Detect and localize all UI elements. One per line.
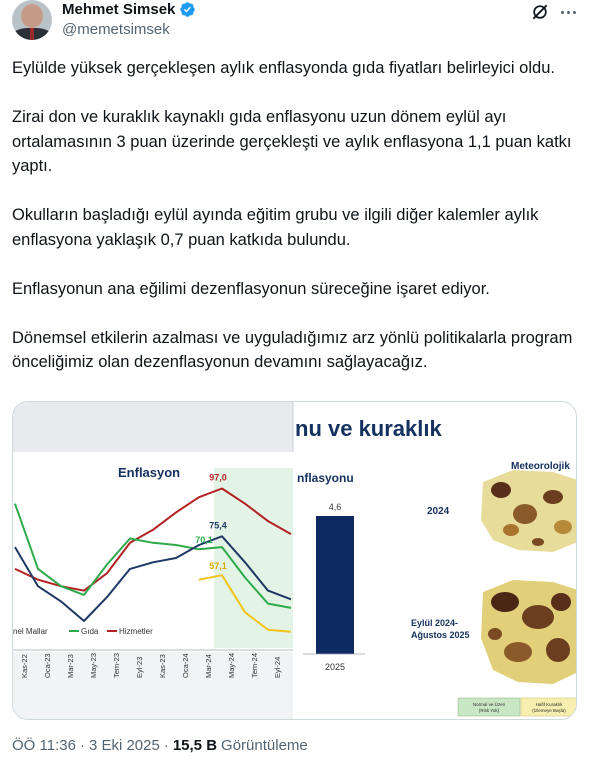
slide-header-panel xyxy=(13,402,293,452)
x-tick-label: Mar-24 xyxy=(204,654,213,678)
avatar[interactable] xyxy=(12,0,52,40)
data-label: 57,1 xyxy=(209,561,227,572)
data-label: 75,4 xyxy=(209,520,227,531)
bar-chart xyxy=(295,460,365,678)
x-tick-label: Eyl-24 xyxy=(273,656,282,678)
map-legend-mild-text: Hafif Kuraklık xyxy=(535,702,563,707)
data-label: 70,1 xyxy=(195,535,213,546)
map-legend-mild-subtext: (İzlemeye Başla) xyxy=(532,708,566,713)
more-options-icon[interactable] xyxy=(556,2,580,22)
tweet-paragraph: Dönemsel etkilerin azalması ve uyguladığımız arz yönlü politikalarla program önceliğimiz olan dezenflasyonun devamını sağlayacağız. xyxy=(12,328,573,371)
author-handle[interactable]: @memetsimsek xyxy=(62,21,170,38)
line-chart xyxy=(13,452,305,678)
meta-separator: · xyxy=(163,737,169,754)
bar xyxy=(316,516,354,654)
tweet-paragraph: Eylülde yüksek gerçekleşen aylık enflasyonda gıda fiyatları belirleyici oldu. xyxy=(12,59,555,77)
tweet-meta xyxy=(12,737,308,754)
data-label: 97,0 xyxy=(209,472,227,483)
forecast-highlight xyxy=(214,468,293,648)
slide-image xyxy=(13,402,577,720)
x-tick-label: Eyl-23 xyxy=(135,656,144,678)
tweet-paragraph: Okulların başladığı eylül ayında eğitim grubu ve ilgili diğer kalemler aylık enflasyona yaklaşık 0,7 puan katkıda bulundu. xyxy=(12,206,539,249)
legend-item: Gıda xyxy=(81,627,99,636)
tweet-time[interactable]: ÖÖ 11:36 xyxy=(12,737,76,754)
views-label: Görüntüleme xyxy=(221,737,308,754)
verified-badge-icon xyxy=(179,1,196,18)
map-2025 xyxy=(481,580,577,684)
map-label-period-line1: Eylül 2024- xyxy=(411,618,459,628)
map-label-2024: 2024 xyxy=(427,506,450,517)
map-legend-normal xyxy=(458,698,520,716)
legend-item: nel Mallar xyxy=(13,627,48,636)
x-tick-label: May-24 xyxy=(227,652,236,678)
x-tick-label: Tem-24 xyxy=(250,652,259,678)
slide-title: nu ve kuraklık xyxy=(295,416,442,441)
x-tick-label: Mar-23 xyxy=(66,654,75,678)
tweet-date[interactable]: 3 Eki 2025 xyxy=(88,737,160,754)
x-tick-label: May-23 xyxy=(89,652,98,678)
tweet-text xyxy=(12,56,582,375)
tweet-media-image[interactable] xyxy=(12,401,577,720)
map-label-period-line2: Ağustos 2025 xyxy=(411,630,470,640)
tweet-paragraph: Zirai don ve kuraklık kaynaklı gıda enflasyonu uzun dönem eylül ayı ortalamasının 3 puan üzerinde gerçekleşti ve aylık enflasyona 1,1 puan katkı yaptı. xyxy=(12,108,572,175)
x-tick-label: Tem-23 xyxy=(112,652,121,678)
x-tick-label: Oca-23 xyxy=(43,653,52,678)
x-tick-label: Kas-22 xyxy=(20,654,29,678)
bar-value-label: 4,6 xyxy=(328,502,342,512)
meta-separator: · xyxy=(79,737,85,754)
map-2024 xyxy=(481,470,577,552)
map-legend-normal-subtext: (Risk Yok) xyxy=(478,708,500,713)
legend-item: Hizmetler xyxy=(119,627,153,636)
views-count: 15,5 B xyxy=(172,737,218,754)
x-tick-label: Kas-23 xyxy=(158,654,167,678)
map-legend-normal-text: Normal ve Üzeri xyxy=(472,702,506,707)
author-name[interactable]: Mehmet Simsek xyxy=(62,1,176,18)
tweet-paragraph: Enflasyonun ana eğilimi dezenflasyonun süreceğine işaret ediyor. xyxy=(12,279,490,298)
map-legend-mild xyxy=(521,698,577,716)
bar-chart-title: nflasyonu xyxy=(297,471,354,485)
grok-icon[interactable] xyxy=(530,2,550,22)
author-name-row[interactable] xyxy=(62,1,196,18)
line-chart-title: Enflasyon xyxy=(118,465,181,480)
map-title: Meteorolojik xyxy=(511,461,570,472)
x-tick-label: Oca-24 xyxy=(181,653,190,678)
bar-category-label: 2025 xyxy=(324,662,346,672)
